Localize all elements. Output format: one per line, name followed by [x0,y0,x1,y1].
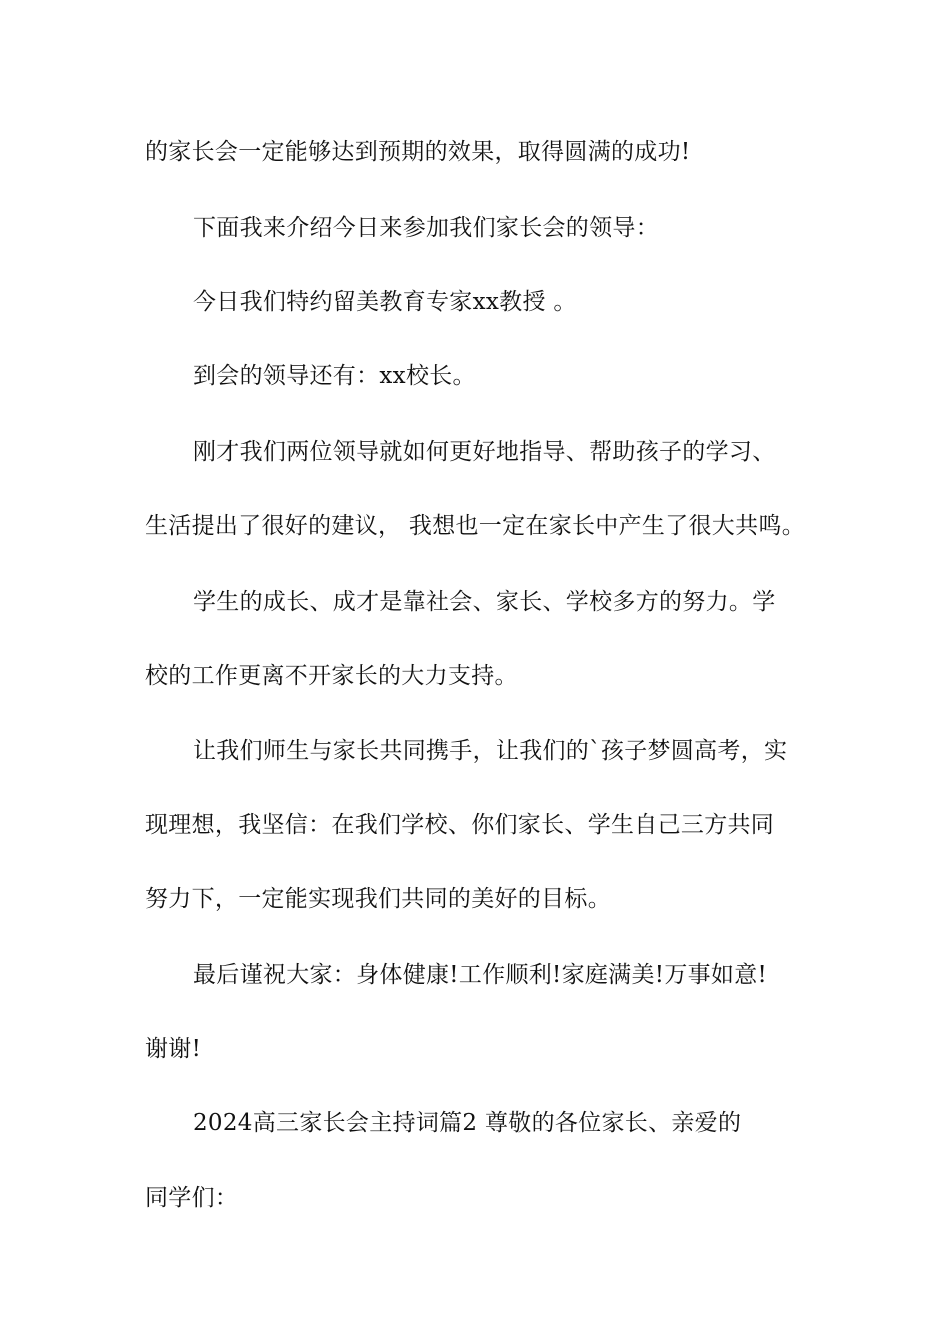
text-line-8: 校的工作更离不开家长的大力支持。 [145,663,518,689]
text-line-2: 下面我来介绍今日来参加我们家长会的领导： [193,215,659,241]
text-line-3: 今日我们特约留美教育专家xx教授 。 [193,289,577,315]
text-line-6: 生活提出了很好的建议， 我想也一定在家长中产生了很大共鸣。 [145,513,806,539]
text-line-11: 努力下，一定能实现我们共同的美好的目标。 [145,886,611,912]
text-line-7: 学生的成长、成才是靠社会、家长、学校多方的努力。学 [193,589,776,615]
text-line-1: 的家长会一定能够达到预期的效果，取得圆满的成功! [145,139,691,165]
text-line-15: 同学们： [145,1185,239,1211]
text-line-12: 最后谨祝大家：身体健康!工作顺利!家庭满美!万事如意! [193,962,768,988]
text-line-13: 谢谢! [145,1036,202,1062]
section-heading-line: 2024高三家长会主持词篇2 尊敬的各位家长、亲爱的 [193,1110,742,1136]
text-line-10: 现理想，我坚信：在我们学校、你们家长、学生自己三方共同 [145,812,775,838]
text-line-5: 刚才我们两位领导就如何更好地指导、帮助孩子的学习、 [193,439,776,465]
text-line-4: 到会的领导还有：xx校长。 [193,363,476,389]
text-line-9: 让我们师生与家长共同携手，让我们的`孩子梦圆高考，实 [193,738,788,764]
